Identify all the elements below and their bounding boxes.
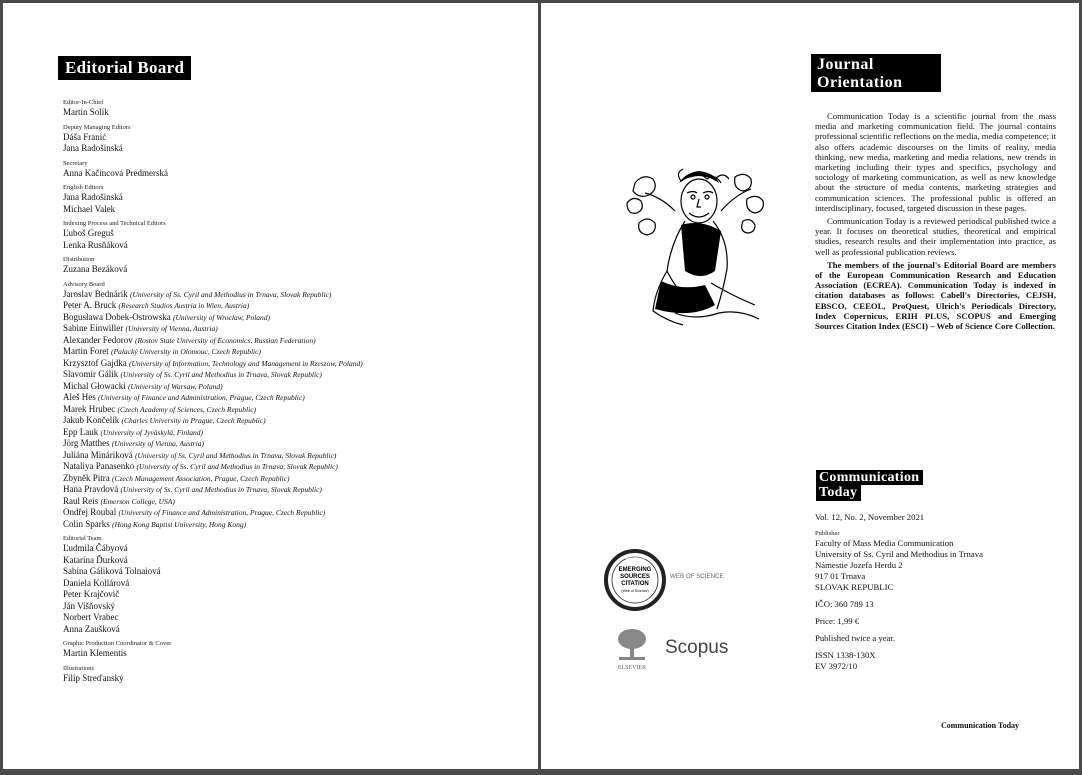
board-member bbox=[63, 473, 533, 485]
board-group bbox=[63, 280, 533, 531]
member-affiliation: (Emerson College, USA) bbox=[100, 496, 175, 506]
publisher-line: Faculty of Mass Media Communication bbox=[815, 538, 954, 548]
ev-number: EV 3972/10 bbox=[815, 661, 858, 671]
board-member bbox=[63, 204, 533, 216]
member-affiliation: (Czech Academy of Sciences, Czech Republic) bbox=[117, 404, 257, 414]
board-member bbox=[63, 404, 533, 416]
board-role-label: Editorial Team bbox=[63, 535, 102, 542]
member-name: Jörg Matthes bbox=[63, 438, 110, 448]
member-name: Bogusława Dobek-Ostrowska bbox=[63, 311, 171, 322]
board-member bbox=[63, 358, 533, 370]
member-affiliation: (University of Finance and Administration, Prague, Czech Republic) bbox=[118, 508, 326, 517]
publication-frequency: Published twice a year. bbox=[815, 633, 896, 643]
board-role-label: Distribution bbox=[63, 256, 95, 263]
member-affiliation: (University of Warsaw, Poland) bbox=[127, 381, 223, 391]
board-member bbox=[63, 624, 533, 636]
member-name: Slavomír Gálik bbox=[63, 369, 119, 379]
member-name: Jaroslav Bednárik bbox=[63, 288, 128, 299]
board-member bbox=[63, 612, 533, 624]
board-group bbox=[63, 183, 533, 215]
issn: ISSN 1338-130X bbox=[815, 650, 876, 660]
member-name: Epp Lauk bbox=[63, 426, 99, 437]
board-member bbox=[63, 484, 533, 496]
board-group bbox=[63, 534, 533, 635]
board-group bbox=[63, 639, 533, 660]
board-member bbox=[63, 427, 533, 439]
journal-orientation-title bbox=[811, 54, 941, 92]
scopus-text: Scopus bbox=[665, 637, 729, 658]
member-affiliation: (University of Jyväskylä, Finland) bbox=[100, 427, 203, 437]
price: Price: 1,99 € bbox=[815, 616, 860, 626]
member-affiliation: (University of Ss. Cyril and Methodius in Trnava, Slovak Republic) bbox=[136, 462, 338, 471]
member-name: Michael Valek bbox=[63, 203, 116, 214]
orientation-paragraph-bold: The members of the journal's Editorial Board are members of the European Communication Research and Education Association (ECREA). Communication Today is indexed in citation databases as follows: Cabell's Directories, CEJSH, EBSCO, CEEOL, ProQuest, Ulrich's Periodicals Directory, Index Copernicus, ERIH PLUS, SCOPUS and Emerging Sources Citation Index (ESCI) – Web of Science Core Collection. bbox=[815, 259, 1056, 332]
communication-today-title bbox=[812, 469, 928, 502]
member-affiliation: (Research Studios Austria in Wien, Austria) bbox=[118, 301, 250, 310]
publisher-line: Námestie Jozefa Herdu 2 bbox=[815, 560, 903, 570]
esci-logo bbox=[604, 549, 732, 613]
ct-title-line-1: Communication bbox=[816, 470, 923, 485]
board-member bbox=[63, 107, 533, 119]
board-member bbox=[63, 289, 533, 301]
member-name: Marek Hrubec bbox=[63, 403, 116, 414]
board-role-label: Secretary bbox=[63, 159, 88, 167]
member-name: Zuzana Bezáková bbox=[63, 264, 128, 274]
journal-orientation-page bbox=[541, 3, 1079, 769]
member-affiliation: (Rostov State University of Economics, Russian Federation) bbox=[134, 335, 316, 345]
member-name: Katarína Ďurková bbox=[63, 554, 128, 565]
board-role-label: Illustrations bbox=[63, 664, 95, 672]
board-group bbox=[63, 664, 533, 685]
member-name: Ľudmila Čábyová bbox=[63, 543, 128, 553]
publisher-label: Publisher bbox=[815, 530, 840, 537]
board-role-label: Editor-In-Chief bbox=[63, 99, 104, 106]
board-member bbox=[63, 300, 533, 312]
member-name: Ondřej Roubal bbox=[63, 507, 117, 517]
board-group bbox=[63, 255, 533, 276]
publisher-line: 917 01 Trnava bbox=[815, 571, 866, 581]
editorial-board-list bbox=[63, 98, 533, 684]
editorial-board-title: Editorial Board bbox=[58, 56, 191, 80]
member-affiliation: (University of Ss. Cyril and Methodius in Trnava, Slovak Republic) bbox=[134, 450, 337, 460]
member-affiliation: (University of Wroclaw, Poland) bbox=[172, 312, 271, 322]
esci-badge-icon bbox=[604, 549, 732, 613]
member-affiliation: (University of Vienna, Austria) bbox=[125, 324, 218, 333]
member-name: Dáša Franić bbox=[63, 131, 107, 142]
board-member bbox=[63, 519, 533, 531]
member-name: Anna Zaušková bbox=[63, 623, 120, 634]
volume-info: Vol. 12, No. 2, November 2021 bbox=[815, 512, 925, 522]
ct-title-line-2: Today bbox=[816, 485, 861, 500]
member-name: Sabine Einwiller bbox=[63, 323, 124, 333]
title-line-journal: Journal bbox=[817, 56, 874, 73]
ink-sketch-illustration bbox=[615, 163, 780, 335]
board-role-label: English Editors bbox=[63, 184, 104, 191]
board-member bbox=[63, 240, 533, 252]
member-name: Zbyněk Pitra bbox=[63, 472, 110, 483]
member-name: Ľuboš Greguš bbox=[63, 228, 114, 238]
member-name: Martin Klementis bbox=[63, 648, 127, 658]
board-role-label: Indexing Process and Technical Editors bbox=[63, 220, 166, 227]
elsevier-text: ELSEVIER bbox=[617, 665, 647, 671]
board-member bbox=[63, 673, 533, 685]
board-member bbox=[63, 555, 533, 567]
board-member bbox=[63, 228, 533, 240]
member-name: Jakub Končelík bbox=[63, 415, 120, 425]
board-role-label: Advisory Board bbox=[63, 280, 105, 288]
board-member bbox=[63, 601, 533, 613]
board-member bbox=[63, 392, 533, 404]
board-member bbox=[63, 312, 533, 324]
member-name: Peter A. Bruck bbox=[63, 300, 117, 310]
member-affiliation: (University of Vienna, Austria) bbox=[111, 439, 205, 448]
member-affiliation: (University of Ss. Cyril and Methodius in Trnava, Slovak Republic) bbox=[120, 485, 322, 494]
board-member bbox=[63, 381, 533, 393]
wos-text: WEB OF SCIENCE bbox=[670, 573, 724, 580]
board-member bbox=[63, 192, 533, 204]
orientation-text bbox=[815, 111, 1056, 334]
member-affiliation: (University of Information, Technology and Management in Rzeszow, Poland) bbox=[128, 358, 363, 368]
board-member bbox=[63, 461, 533, 473]
board-member bbox=[63, 566, 533, 578]
editorial-board-page bbox=[3, 3, 538, 769]
member-name: Colin Sparks bbox=[63, 518, 110, 529]
board-member bbox=[63, 589, 533, 601]
elsevier-tree-icon bbox=[616, 627, 736, 673]
member-affiliation: (University of Ss. Cyril and Methodius in Trnava, Slovak Republic) bbox=[120, 370, 322, 379]
board-member bbox=[63, 143, 533, 155]
member-affiliation: (Charles University in Prague, Czech Republic) bbox=[121, 416, 266, 425]
member-name: Aleš Hes bbox=[63, 392, 96, 402]
board-group bbox=[63, 159, 533, 180]
member-name: Lenka Rusňáková bbox=[63, 239, 128, 250]
member-affiliation: (Hong Kong Baptist University, Hong Kong) bbox=[112, 519, 247, 529]
title-line-orientation: Orientation bbox=[817, 73, 903, 91]
member-affiliation: (Czech Management Association, Prague, Czech Republic) bbox=[112, 473, 290, 483]
board-member bbox=[63, 496, 533, 508]
member-name: Raul Reis bbox=[63, 495, 99, 506]
board-member bbox=[63, 543, 533, 555]
member-name: Jana Radošinská bbox=[63, 143, 123, 153]
member-name: Daniela Kollárová bbox=[63, 577, 130, 588]
board-member bbox=[63, 369, 533, 381]
board-member bbox=[63, 168, 533, 180]
board-member bbox=[63, 346, 533, 358]
publisher-line: SLOVAK REPUBLIC bbox=[815, 582, 894, 592]
publication-info bbox=[815, 512, 1055, 672]
orientation-paragraph-2: Communication Today is a reviewed periodical published twice a year. It focuses on theoretical studies, theoretical and empirical studies, research results and their implementation into practice, as well as professional publication reviews. bbox=[815, 216, 1056, 257]
esci-ring-top: INDEXED IN bbox=[623, 555, 647, 560]
board-member bbox=[63, 264, 533, 276]
orientation-paragraph-1: Communication Today is a scientific journal from the mass media and marketing communication field. The journal contains professional scientific reflections on the media, media competence; it also offers academic discourses on the limits of reality, media thinking, new media, marketing and media relations, new trends in marketing including their types and specifics, psychology and sociology of marketing communication, as well as new knowledge about the structure of media contents, marketing strategies and communication sciences. The professional public is offered an interdisciplinary, focused, targeted discussion in these pages. bbox=[815, 111, 1056, 213]
member-name: Juliána Mináriková bbox=[63, 449, 133, 460]
esci-sub: (Web of Science) bbox=[621, 589, 649, 593]
board-member bbox=[63, 323, 533, 335]
member-affiliation: (University of Finance and Administration, Prague, Czech Republic) bbox=[98, 393, 305, 402]
board-group bbox=[63, 219, 533, 251]
member-name: Martin Foret bbox=[63, 346, 109, 356]
member-name: Alexander Fedorov bbox=[63, 334, 133, 345]
member-name: Krzysztof Gajdka bbox=[63, 357, 127, 368]
board-role-label: Deputy Managing Editors bbox=[63, 123, 131, 131]
illustration-figure bbox=[615, 163, 780, 335]
board-member bbox=[63, 132, 533, 144]
member-name: Michal Głowacki bbox=[63, 380, 126, 391]
board-member bbox=[63, 507, 533, 519]
member-name: Peter Krajčovič bbox=[63, 589, 120, 599]
board-member bbox=[63, 578, 533, 590]
member-name: Jana Radošinská bbox=[63, 192, 123, 202]
member-affiliation: (University of Ss. Cyril and Methodius in Trnava, Slovak Republic) bbox=[129, 289, 332, 299]
esci-line: CITATION bbox=[621, 581, 649, 587]
member-affiliation: (Palacký University in Olomouc, Czech Republic) bbox=[111, 347, 261, 356]
scopus-logo bbox=[616, 627, 736, 673]
member-name: Ján Višňovský bbox=[63, 600, 116, 611]
member-name: Hana Pravdová bbox=[63, 484, 119, 494]
member-name: Nataliya Panasenko bbox=[63, 461, 135, 471]
esci-line: EMERGING bbox=[618, 567, 652, 573]
member-name: Martin Solík bbox=[63, 107, 109, 117]
footer-journal-name: Communication Today bbox=[941, 721, 1020, 730]
member-name: Norbert Vrabec bbox=[63, 612, 119, 622]
board-member bbox=[63, 335, 533, 347]
board-member bbox=[63, 438, 533, 450]
board-role-label: Graphic Production Coordinator & Cover bbox=[63, 640, 172, 647]
member-name: Sabína Gáliková Tolnaiová bbox=[63, 566, 161, 576]
publisher-line: University of Ss. Cyril and Methodius in Trnava bbox=[815, 549, 983, 559]
board-group bbox=[63, 98, 533, 119]
board-member bbox=[63, 648, 533, 660]
member-name: Filip Streďanský bbox=[63, 672, 124, 683]
board-member bbox=[63, 415, 533, 427]
esci-line: SOURCES bbox=[620, 574, 650, 580]
board-member bbox=[63, 450, 533, 462]
ico-number: IČO: 360 789 13 bbox=[815, 599, 874, 609]
member-name: Anna Kačincová Predmerská bbox=[63, 167, 168, 178]
board-group bbox=[63, 123, 533, 155]
